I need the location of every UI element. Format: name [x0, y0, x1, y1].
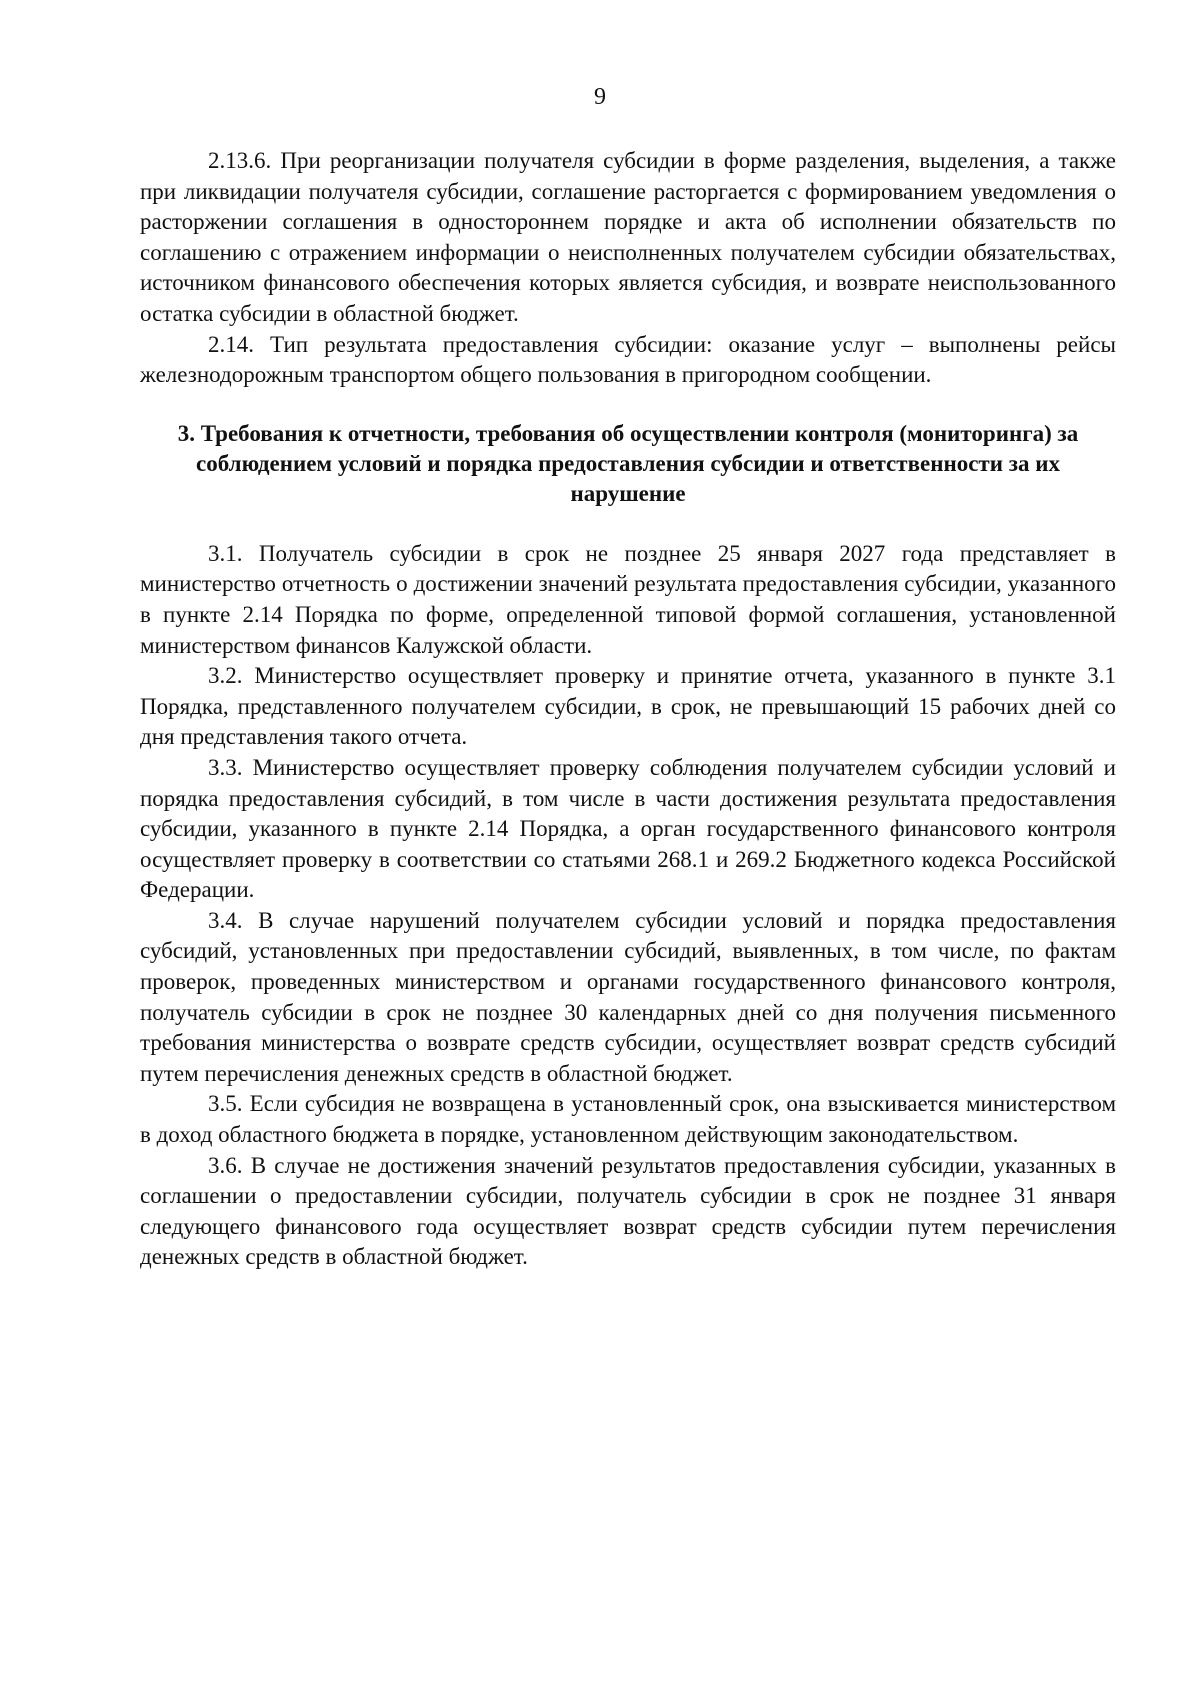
paragraph-3-5: 3.5. Если субсидия не возвращена в установленный срок, она взыскивается министерством в доход областного бюджета в порядке, установленном действующим законодательством. — [140, 1091, 1116, 1148]
document-body — [140, 146, 1116, 1273]
section-3-heading: 3. Требования к отчетности, требования об осуществлении контроля (мониторинга) за соблюдением условий и порядка предоставления субсидии и ответственности за их нарушение — [177, 420, 1079, 506]
paragraph-3-3: 3.3. Министерство осуществляет проверку соблюдения получателем субсидии условий и порядка предоставления субсидий, в том числе в части достижения результата предоставления субсидии, указанного в пункте 2.14 Порядка, а орган государственного финансового контроля осуществляет проверку в соответствии со статьями 268.1 и 269.2 Бюджетного кодекса Российской Федерации. — [140, 754, 1116, 903]
paragraph-3-4: 3.4. В случае нарушений получателем субсидии условий и порядка предоставления субсидий, установленных при предоставлении субсидий, выявленных, в том числе, по фактам проверок, проведенных министерством и органами государственного финансового контроля, получатель субсидии в срок не позднее 30 календарных дней со дня получения письменного требования министерства о возврате средств субсидии, осуществляет возврат средств субсидий путем перечисления денежных средств в областной бюджет. — [140, 907, 1116, 1086]
page-number: 9 — [594, 84, 606, 110]
paragraph-3-2: 3.2. Министерство осуществляет проверку и принятие отчета, указанного в пункте 3.1 Порядка, представленного получателем субсидии, в срок, не превышающий 15 рабочих дней со дня представления такого отчета. — [140, 663, 1116, 750]
paragraph-3-6: 3.6. В случае не достижения значений результатов предоставления субсидии, указанных в соглашении о предоставлении субсидии, получатель субсидии в срок не позднее 31 января следующего финансового года осуществляет возврат средств субсидии путем перечисления денежных средств в областной бюджет. — [140, 1152, 1116, 1270]
paragraph-2-14: 2.14. Тип результата предоставления субсидии: оказание услуг – выполнены рейсы железнодорожным транспортом общего пользования в пригородном сообщении. — [140, 331, 1116, 388]
paragraph-2-13-6: 2.13.6. При реорганизации получателя субсидии в форме разделения, выделения, а также при ликвидации получателя субсидии, соглашение расторгается с формированием уведомления о расторжении соглашения в одностороннем порядке и акта об исполнении обязательств по соглашению с отражением информации о неисполненных получателем субсидии обязательствах, источником финансового обеспечения которых является субсидия, и возврате неиспользованного остатка субсидии в областной бюджет. — [140, 148, 1116, 326]
paragraph-3-1: 3.1. Получатель субсидии в срок не позднее 25 января 2027 года представляет в министерство отчетность о достижении значений результата предоставления субсидии, указанного в пункте 2.14 Порядка по форме, определенной типовой формой соглашения, установленной министерством финансов Калужской области. — [140, 540, 1116, 658]
